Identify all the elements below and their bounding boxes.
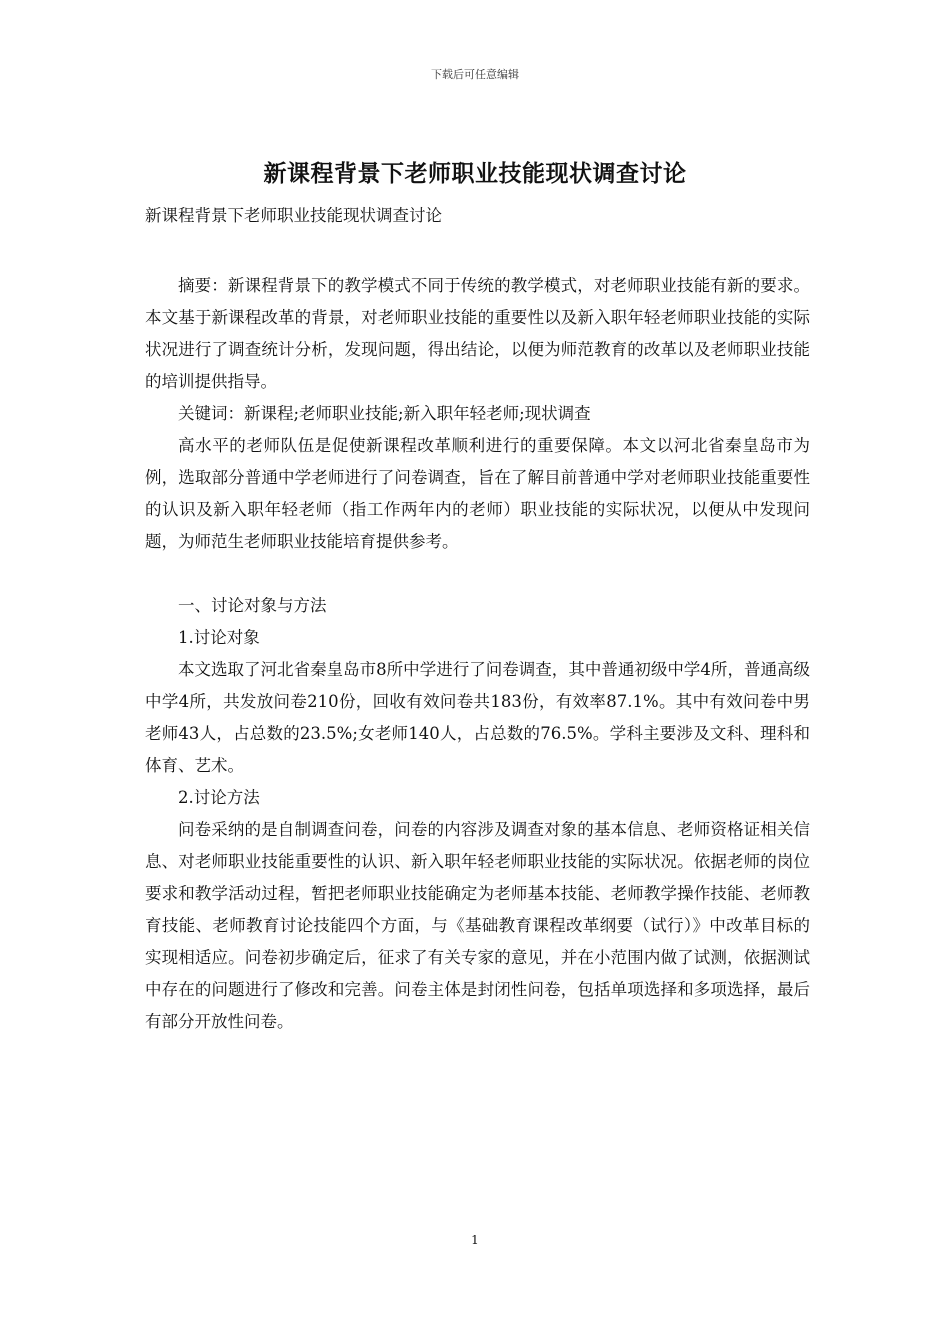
header-note: 下载后可任意编辑 [431,68,519,81]
intro-paragraph: 高水平的老师队伍是促使新课程改革顺利进行的重要保障。本文以河北省秦皇岛市为例，选取部分普通中学老师进行了问卷调查，旨在了解目前普通中学对老师职业技能重要性的认识及新入职年轻老师（指工作两年内的老师）职业技能的实际状况，以便从中发现问题，为师范生老师职业技能培育提供参考。 [145,436,810,551]
document-body [145,270,810,1038]
subsection-heading-1: 1.讨论对象 [178,628,260,647]
document-title: 新课程背景下老师职业技能现状调查讨论 [263,160,687,187]
subsection-heading-2: 2.讨论方法 [178,788,260,807]
subsection-text-2: 问卷采纳的是自制调查问卷，问卷的内容涉及调查对象的基本信息、老师资格证相关信息、对老师职业技能重要性的认识、新入职年轻老师职业技能的实际状况。依据老师的岗位要求和教学活动过程，暂把老师职业技能确定为老师基本技能、老师教学操作技能、老师教育技能、老师教育讨论技能四个方面，与《基础教育课程改革纲要（试行）》中改革目标的实现相适应。问卷初步确定后，征求了有关专家的意见，并在小范围内做了试测，依据测试中存在的问题进行了修改和完善。问卷主体是封闭性问卷，包括单项选择和多项选择，最后有部分开放性问卷。 [145,820,810,1031]
abstract-paragraph: 摘要：新课程背景下的教学模式不同于传统的教学模式，对老师职业技能有新的要求。本文基于新课程改革的背景，对老师职业技能的重要性以及新入职年轻老师职业技能的实际状况进行了调查统计分析，发现问题，得出结论，以便为师范教育的改革以及老师职业技能的培训提供指导。 [145,276,810,391]
subsection-text-1: 本文选取了河北省秦皇岛市8所中学进行了问卷调查，其中普通初级中学4所，普通高级中学4所，共发放问卷210份，回收有效问卷共183份，有效率87.1%。其中有效问卷中男老师43人，占总数的23.5%;女老师140人，占总数的76.5%。学科主要涉及文科、理科和体育、艺术。 [145,660,810,775]
page-number: 1 [471,1233,479,1247]
paragraph-gap [145,558,810,590]
keywords-paragraph: 关键词：新课程;老师职业技能;新入职年轻老师;现状调查 [178,404,591,423]
document-subtitle: 新课程背景下老师职业技能现状调查讨论 [145,206,442,225]
section-heading: 一、讨论对象与方法 [178,596,327,615]
